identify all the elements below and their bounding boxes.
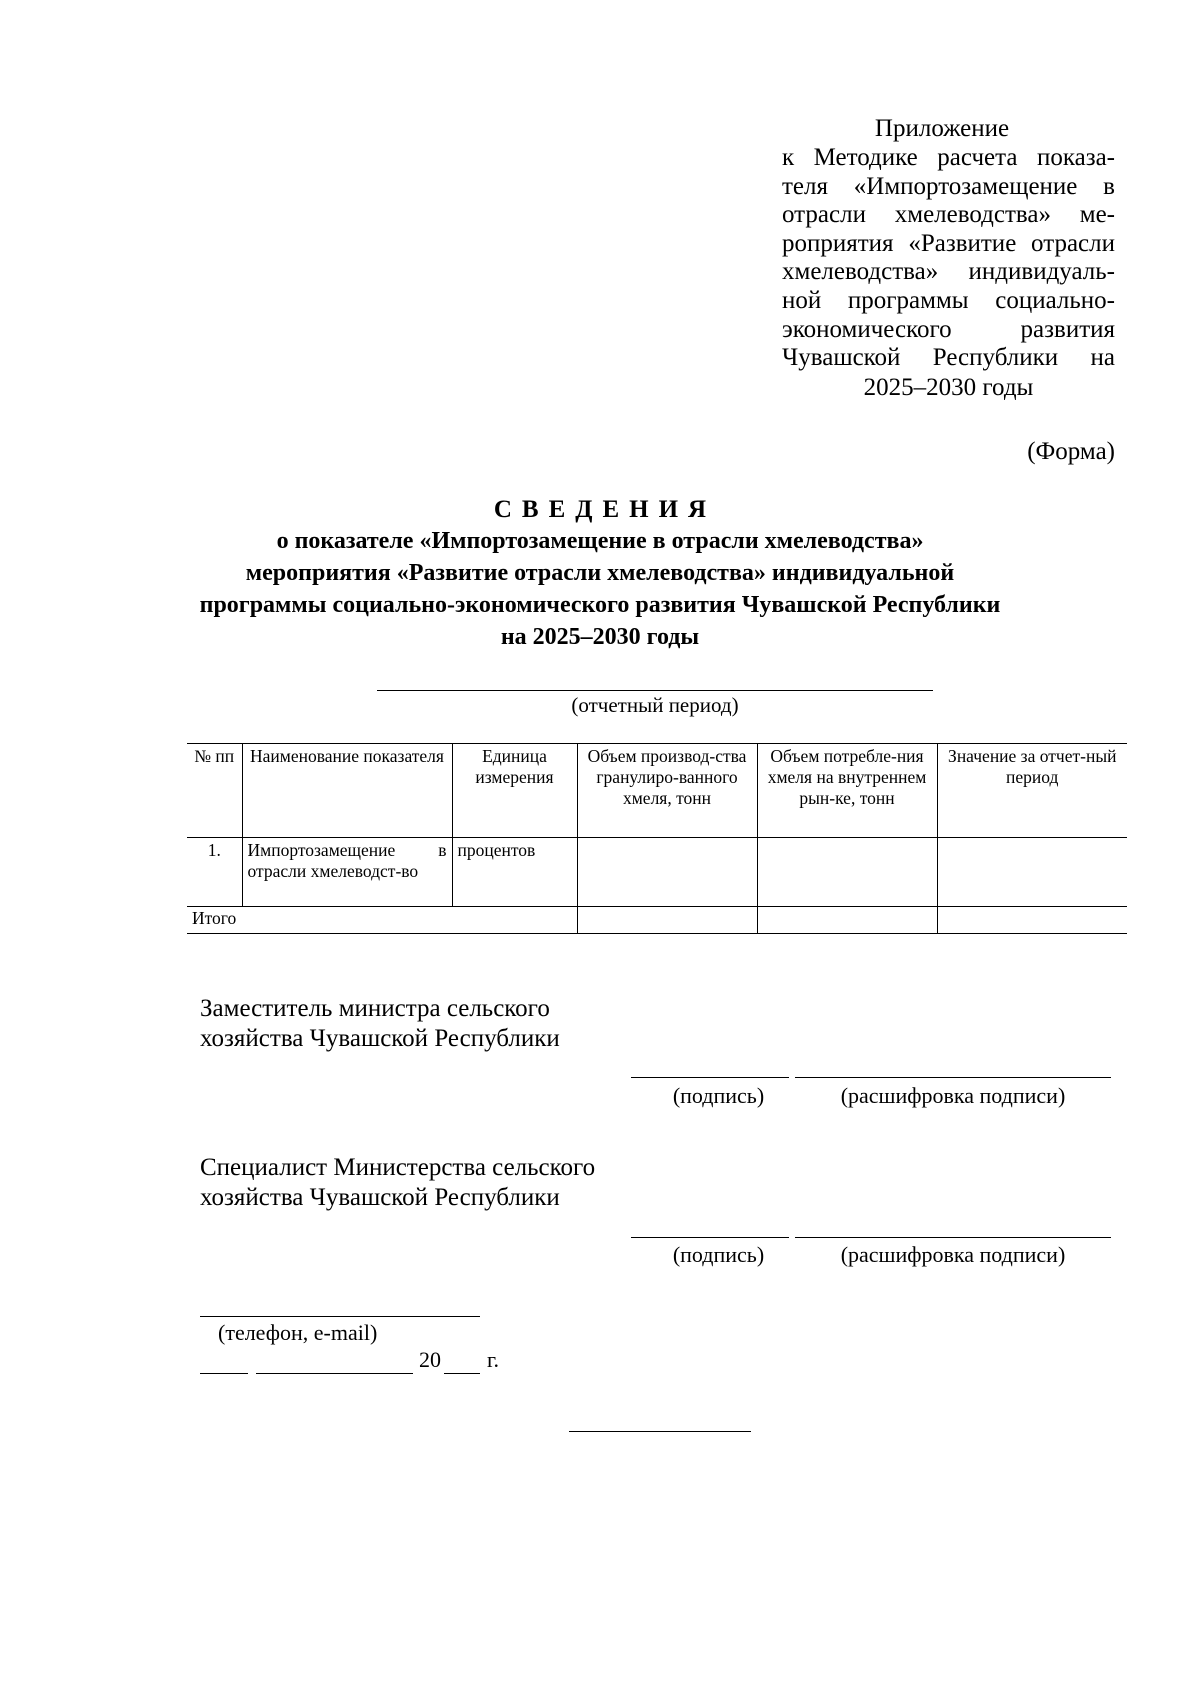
- date-year-suffix: г.: [487, 1347, 500, 1372]
- contact-line: [200, 1316, 480, 1317]
- indicator-table: [187, 743, 1127, 934]
- signatory-title-line: хозяйства Чувашской Республики: [200, 1184, 560, 1211]
- end-separator-line: [569, 1431, 751, 1432]
- appendix-line: теля «Импортозамещение в: [782, 172, 1115, 200]
- total-value: [937, 907, 1127, 934]
- appendix-line: ной программы социально-: [782, 286, 1115, 314]
- contact-caption: (телефон, e-mail): [218, 1320, 378, 1345]
- signatory-title-line: Заместитель министра сельского: [200, 995, 550, 1022]
- row-num: 1.: [187, 838, 242, 907]
- reporting-period-caption: (отчетный период): [571, 693, 739, 717]
- subtitle-line: на 2025–2030 годы: [500, 624, 700, 650]
- total-production: [577, 907, 757, 934]
- date-day-line: [200, 1373, 248, 1374]
- document-title: СВЕДЕНИЯ: [493, 496, 717, 523]
- signature-line: [631, 1237, 789, 1238]
- row-unit: процентов: [452, 838, 577, 907]
- header-production: Объем производ-ства гранулиро-ванного хмеля, тонн: [577, 744, 757, 838]
- header-num: № пп: [187, 744, 242, 838]
- signatory-title: [200, 994, 660, 1054]
- subtitle-line: мероприятия «Развитие отрасли хмелеводства» индивидуальной: [245, 560, 955, 586]
- table-row: [187, 838, 1127, 907]
- date-year-line: [444, 1373, 480, 1374]
- signature-caption: (подпись): [672, 1242, 765, 1267]
- subtitle-line: программы социально-экономического развития Чувашской Республики: [199, 592, 1001, 618]
- signature-decoding-caption: (расшифровка подписи): [840, 1242, 1066, 1267]
- appendix-years: 2025–2030 годы: [863, 374, 1034, 401]
- signature-line: [631, 1077, 789, 1078]
- appendix-line: отрасли хмелеводства» ме-: [782, 201, 1115, 229]
- row-name: Импортозамещение в отрасли хмелеводст-во: [242, 838, 452, 907]
- table-header-row: [187, 744, 1127, 838]
- subtitle-line: о показателе «Импортозамещение в отрасли хмелеводства»: [276, 528, 924, 554]
- date-month-line: [256, 1373, 413, 1374]
- total-row: [187, 907, 1127, 934]
- header-consumption: Объем потребле-ния хмеля на внутреннем рын-ке, тонн: [757, 744, 937, 838]
- form-label: (Форма): [1027, 438, 1115, 465]
- appendix-body: [782, 144, 1115, 373]
- appendix-heading: Приложение: [874, 115, 1010, 142]
- total-label: Итого: [187, 907, 577, 934]
- signatory-title-line: Специалист Министерства сельского: [200, 1154, 596, 1181]
- signature-decoding-caption: (расшифровка подписи): [840, 1083, 1066, 1108]
- signature-caption: (подпись): [672, 1083, 765, 1108]
- row-consumption: [757, 838, 937, 907]
- signatory-title: [200, 1153, 660, 1213]
- appendix-line: роприятия «Развитие отрасли: [782, 229, 1115, 257]
- appendix-line: хмелеводства» индивидуаль-: [782, 258, 1115, 286]
- signature-decoding-line: [795, 1077, 1111, 1078]
- total-consumption: [757, 907, 937, 934]
- header-name: Наименование показателя: [242, 744, 452, 838]
- date-year-prefix: 20: [419, 1347, 441, 1372]
- signature-decoding-line: [795, 1237, 1111, 1238]
- appendix-line: к Методике расчета показа-: [782, 144, 1115, 171]
- row-production: [577, 838, 757, 907]
- signatory-title-line: хозяйства Чувашской Республики: [200, 1025, 560, 1052]
- appendix-line: Чувашской Республики на: [782, 344, 1115, 372]
- row-value: [937, 838, 1127, 907]
- document-subtitle: [100, 525, 1100, 653]
- header-unit: Единица измерения: [452, 744, 577, 838]
- appendix-line: экономического развития: [782, 315, 1115, 343]
- header-value: Значение за отчет-ный период: [937, 744, 1127, 838]
